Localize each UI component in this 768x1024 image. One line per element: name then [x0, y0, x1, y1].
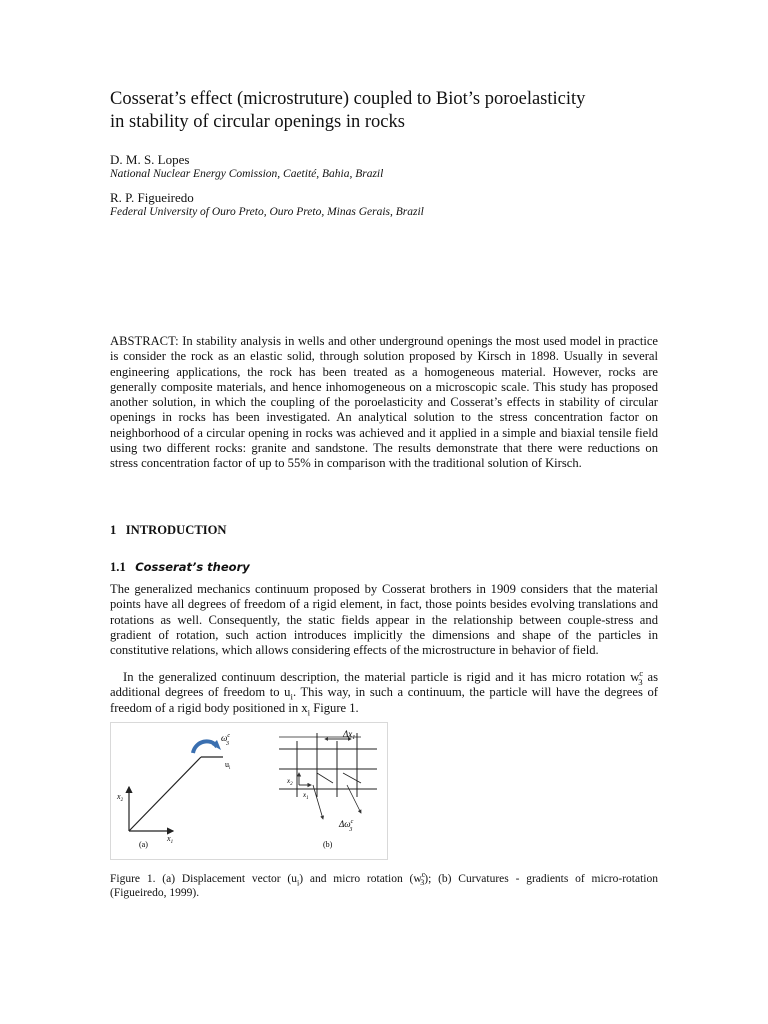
delta-omega-label: $\Delta\omega^c$ 3 — [339, 819, 354, 833]
figure-1-caption: Figure 1. (a) Displacement vector $(u_i)$ and micro rotation $(w^c_3)$; (b) Curvatures - gradients of micro-rotation (Figueiredo, 1999). — [110, 870, 658, 899]
abstract-label: ABSTRACT: — [110, 334, 179, 348]
rotation-segment-1 — [317, 773, 333, 783]
author-1-name: D. M. S. Lopes — [110, 152, 190, 167]
delta-omega-leader-1 — [313, 785, 323, 819]
title-line-1: Cosserat’s effect (microstruture) coupled to Biot’s poroelasticity — [110, 89, 586, 109]
rotation-segment-2 — [343, 773, 361, 783]
x2-label: $x_2$ — [117, 792, 124, 803]
subsection-number: 1.1 — [110, 560, 126, 574]
omega-label: $\omega^c$ 3 — [221, 733, 231, 747]
author-1-affiliation: National Nuclear Energy Comission, Caetité, Bahia, Brazil — [110, 168, 384, 180]
panel-b — [279, 733, 377, 819]
abstract-text: In stability analysis in wells and other underground openings the most used model in practice is consider the rock as an elastic solid, through solution proposed by Kirsch in 1898. Usually in several engineering applications, the rock has been treated as a homogeneous material. However, rocks are generally composite materials, and hence inhomogeneous on a microscopic scale. This study has proposed another solution, in which the coupling of the poroelasticity and Cosserat’s effects in stability of circular openings in rocks has been investigated. An analytical solution to the stress concentration factor on neighborhood of a circular opening in rocks was achieved and it applied in a simple and biaxial tensile field using two different rocks: granite and sandstone. The results demonstrate that there were reductions on stress concentration factor of up to 55% in comparison with the traditional solution of Kirsch. — [110, 334, 658, 471]
u-label: $u_i$ — [225, 760, 231, 771]
paper-title — [110, 88, 670, 134]
local-x1-label: $x_1$ — [303, 791, 309, 801]
paragraph-2: In the generalized continuum description, the material particle is rigid and it has micro rotation $w^c_3$ as additional degrees of freedom to $u_i$. This way, in such a continuum, the particle will have the degrees of freedom of a rigid body positioned in $x_i$ Figure 1. — [110, 667, 658, 718]
section-title: INTRODUCTION — [125, 523, 227, 537]
section-heading-introduction — [110, 523, 227, 538]
subsection-heading-cosserat — [110, 560, 250, 575]
panel-a — [116, 733, 231, 849]
author-2-name: R. P. Figueiredo — [110, 190, 194, 205]
x1-label: $x_1$ — [167, 834, 174, 845]
figure-1 — [110, 722, 388, 860]
title-line-2: in stability of circular openings in rocks — [110, 112, 405, 132]
subsection-title: Cosserat’s theory — [135, 560, 250, 574]
local-x2-label: $x_2$ — [287, 777, 293, 787]
displacement-vector — [129, 757, 201, 831]
abstract — [110, 334, 658, 472]
rotation-arrow-icon — [193, 741, 217, 753]
delta-x-label: $\Delta x_1$ — [343, 729, 356, 741]
panel-a-label: (a) — [139, 840, 148, 849]
paragraph-1: The generalized mechanics continuum proposed by Cosserat brothers in 1909 considers that the material points have all degrees of freedom of a rigid element, in fact, those points besides evolving translations and rotations as well. Consequently, the static fields appear in the relationship between couple-stress and gradient of rotation, such action introduces implicitly the dimensions and shape of the particles in constitutive relations, which allows considering effects of the microstructure in behavior of field. — [110, 582, 658, 658]
section-number: 1 — [110, 523, 117, 537]
author-2-affiliation: Federal University of Ouro Preto, Ouro Preto, Minas Gerais, Brazil — [110, 206, 424, 218]
panel-b-label: (b) — [323, 840, 333, 849]
figure-1-diagram — [111, 723, 387, 859]
